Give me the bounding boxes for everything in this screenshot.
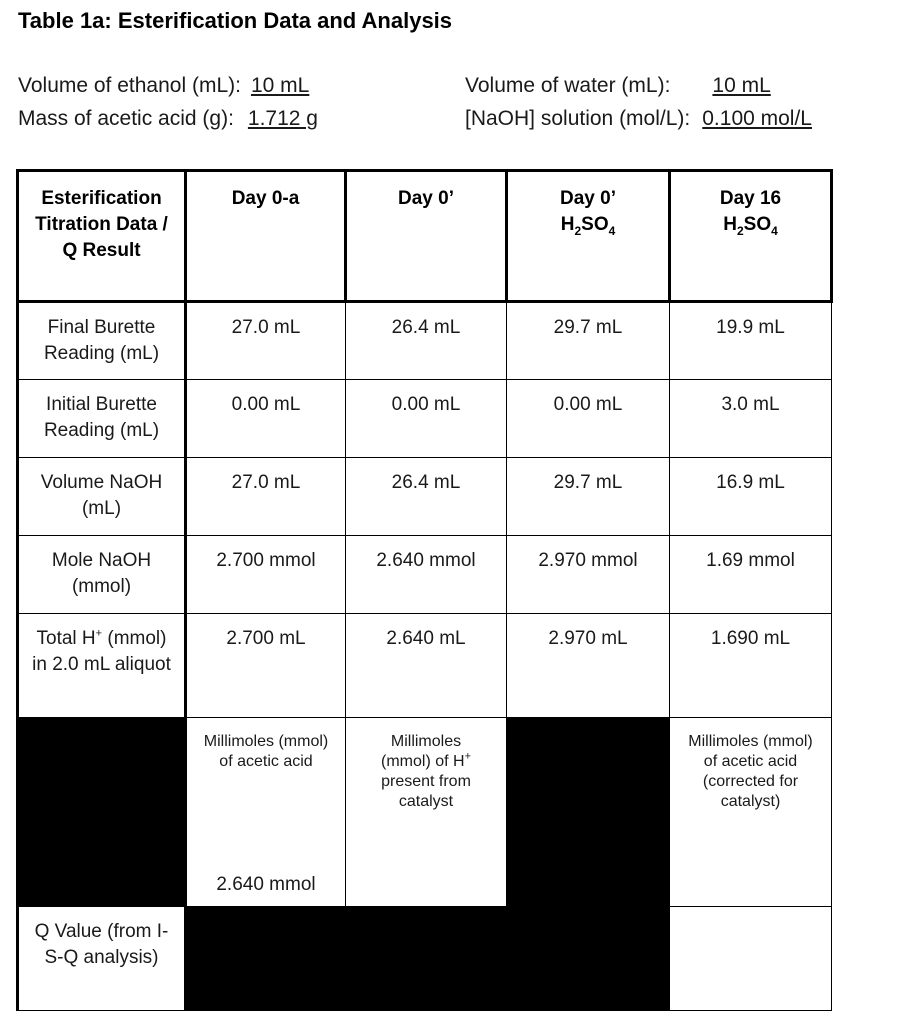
catalyst-h-mmol-note <box>346 732 506 812</box>
formula-so: SO <box>743 214 772 235</box>
formula-sub-2: 2 <box>574 223 582 238</box>
blacked-out-cell <box>186 907 346 1011</box>
q-value-row <box>18 907 832 1011</box>
ethanol-volume-label: Volume of ethanol (mL): <box>18 74 241 97</box>
row-label-text: Final Burette Reading (mL) <box>43 317 160 364</box>
ethanol-volume-line <box>18 74 309 98</box>
header-day16-title: Day 16 <box>719 188 782 209</box>
formula-sub-4: 4 <box>771 223 778 238</box>
header-day0a: Day 0-a <box>186 171 346 302</box>
header-label-cell <box>18 171 186 302</box>
formula-h: H <box>723 214 737 235</box>
table-row <box>18 458 832 536</box>
header-label-text: Esterification Titration Data / Q Result <box>35 188 168 261</box>
blacked-out-cell <box>18 718 186 907</box>
table-title: Table 1a: Esterification Data and Analysis <box>18 8 453 33</box>
row-label-volume-naoh <box>18 458 186 536</box>
header-day0-prime-h2so4-formula <box>508 212 668 238</box>
table-cell: 29.7 mL <box>507 302 670 380</box>
ethanol-volume-value: 10 mL <box>250 74 310 97</box>
water-volume-label: Volume of water (mL): <box>465 74 671 97</box>
table-cell: 2.700 mL <box>186 614 346 718</box>
table-cell: 2.970 mmol <box>507 536 670 614</box>
table-cell: 27.0 mL <box>186 302 346 380</box>
table-cell: 1.69 mmol <box>670 536 832 614</box>
catalyst-h-mmol-cell <box>346 718 507 907</box>
blacked-out-cell <box>507 718 670 907</box>
formula-sub-4: 4 <box>608 223 616 238</box>
blacked-out-cell <box>507 907 670 1011</box>
q-value-label-cell <box>18 907 186 1011</box>
q-value-label: Q Value (from I-S-Q analysis) <box>34 921 169 968</box>
catalyst-h-note-post: present from catalyst <box>381 773 471 810</box>
row-label-text: Mole NaOH (mmol) <box>51 550 152 597</box>
acetic-acid-mass-label: Mass of acetic acid (g): <box>18 107 234 130</box>
row-label-initial-burette <box>18 380 186 458</box>
header-day0-prime-h2so4 <box>507 171 670 302</box>
water-volume-line <box>465 74 771 98</box>
acetic-acid-mass-value: 1.712 g <box>247 107 318 130</box>
row-label-final-burette <box>18 302 186 380</box>
total-h-label-post: (mmol) in 2.0 mL aliquot <box>32 628 171 675</box>
naoh-concentration-value: 0.100 mol/L <box>702 107 812 130</box>
table-cell: 2.640 mL <box>346 614 507 718</box>
table-cell: 2.640 mmol <box>346 536 507 614</box>
water-volume-value: 10 mL <box>712 74 771 97</box>
table-row <box>18 536 832 614</box>
row-label-mole-naoh <box>18 536 186 614</box>
table-cell: 0.00 mL <box>186 380 346 458</box>
table-cell: 27.0 mL <box>186 458 346 536</box>
header-day16-formula <box>671 212 830 238</box>
header-day0-prime: Day 0’ <box>346 171 507 302</box>
q-value-cell[interactable] <box>670 907 832 1011</box>
table-header-row <box>18 171 832 302</box>
corrected-acetic-acid-cell <box>670 718 832 907</box>
table-cell: 2.970 mL <box>507 614 670 718</box>
acetic-acid-mmol-value: 2.640 mmol <box>216 874 316 895</box>
esterification-table <box>16 169 833 1011</box>
catalyst-h-note-pre: Millimoles (mmol) of H <box>381 733 465 770</box>
table-cell: 26.4 mL <box>346 458 507 536</box>
formula-sub-2: 2 <box>736 223 744 238</box>
acetic-acid-mmol-note: Millimoles (mmol) of acetic acid <box>203 733 329 770</box>
table-cell: 16.9 mL <box>670 458 832 536</box>
table-cell: 0.00 mL <box>507 380 670 458</box>
naoh-concentration-label: [NaOH] solution (mol/L): <box>465 107 691 130</box>
table-cell: 0.00 mL <box>346 380 507 458</box>
row-label-text: Volume NaOH (mL) <box>40 472 163 519</box>
table-cell: 29.7 mL <box>507 458 670 536</box>
formula-so: SO <box>581 214 609 235</box>
table-row <box>18 302 832 380</box>
table-cell: 26.4 mL <box>346 302 507 380</box>
total-h-label-pre: Total H <box>36 628 96 649</box>
table-row <box>18 614 832 718</box>
table-row <box>18 718 832 907</box>
row-label-total-h <box>18 614 186 718</box>
naoh-concentration-line <box>465 107 812 131</box>
row-label-text <box>19 626 184 678</box>
total-h-label-sup: + <box>95 627 103 640</box>
header-day16-h2so4 <box>670 171 832 302</box>
header-day0-prime-h2so4-title: Day 0’ <box>560 188 616 209</box>
table-cell: 19.9 mL <box>670 302 832 380</box>
table-cell: 2.700 mmol <box>186 536 346 614</box>
corrected-acetic-acid-note: Millimoles (mmol) of acetic acid (corrected for catalyst) <box>688 733 813 810</box>
formula-h: H <box>560 214 575 235</box>
acetic-acid-mmol-cell <box>186 718 346 907</box>
table-cell: 1.690 mL <box>670 614 832 718</box>
catalyst-h-note-sup: + <box>464 750 471 763</box>
acetic-acid-mass-line <box>18 107 318 131</box>
table-row <box>18 380 832 458</box>
row-label-text: Initial Burette Reading (mL) <box>43 394 160 441</box>
table-cell: 3.0 mL <box>670 380 832 458</box>
blacked-out-cell <box>346 907 507 1011</box>
